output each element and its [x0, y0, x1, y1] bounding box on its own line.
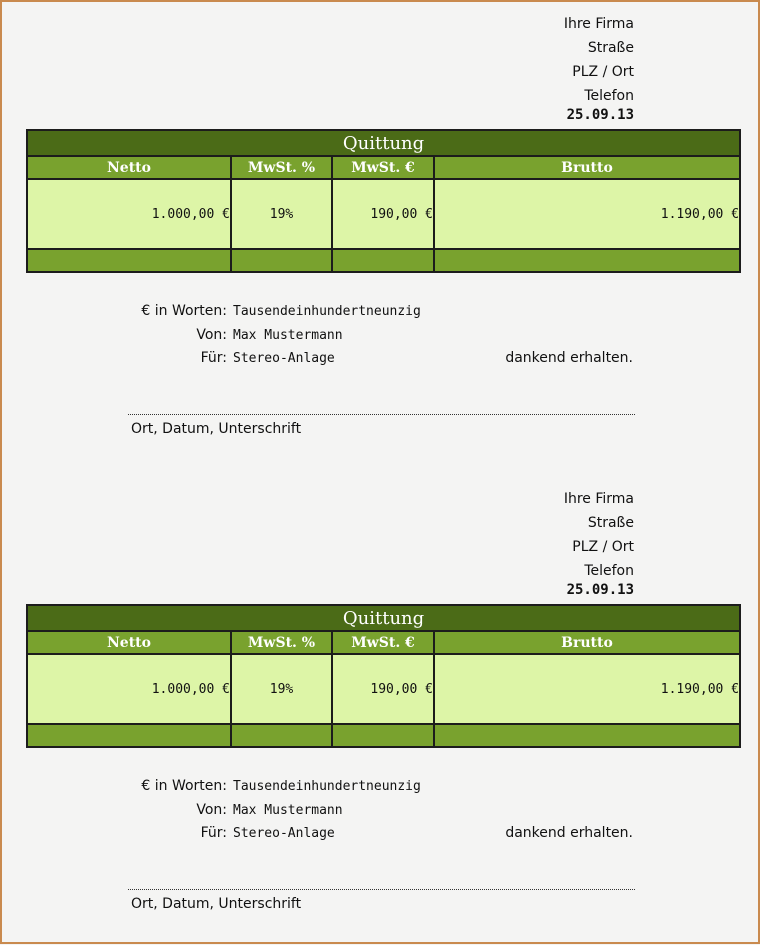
receipt-1: [0, 0, 760, 470]
thanks-text: dankend erhalten.: [505, 825, 633, 841]
header-netto: Netto: [27, 156, 231, 179]
company-phone: Telefon: [584, 88, 634, 104]
footer-cell: [332, 249, 434, 272]
value-mwst-percent: 19%: [231, 654, 332, 724]
header-mwst-percent: MwSt. %: [231, 156, 332, 179]
from-label: Von:: [196, 802, 227, 818]
company-name: Ihre Firma: [563, 16, 634, 32]
thanks-text: dankend erhalten.: [505, 350, 633, 366]
company-street: Straße: [587, 40, 634, 56]
header-netto: Netto: [27, 631, 231, 654]
value-netto: 1.000,00 €: [27, 179, 231, 249]
header-mwst-euro: MwSt. €: [332, 631, 434, 654]
words-value: Tausendeinhundertneunzig: [233, 779, 421, 794]
from-label: Von:: [196, 327, 227, 343]
footer-cell: [27, 249, 231, 272]
receipt-2: [0, 475, 760, 945]
value-mwst-euro: 190,00 €: [332, 654, 434, 724]
for-label: Für:: [200, 350, 227, 366]
for-value: Stereo-Anlage: [233, 826, 335, 841]
company-name: Ihre Firma: [563, 491, 634, 507]
header-brutto: Brutto: [434, 156, 740, 179]
value-brutto: 1.190,00 €: [434, 654, 740, 724]
footer-cell: [434, 724, 740, 747]
signature-label: Ort, Datum, Unterschrift: [131, 421, 302, 437]
words-label: € in Worten:: [141, 303, 227, 319]
words-label: € in Worten:: [141, 778, 227, 794]
receipt-title: Quittung: [27, 605, 740, 631]
for-label: Für:: [200, 825, 227, 841]
company-city: PLZ / Ort: [572, 64, 634, 80]
company-phone: Telefon: [584, 563, 634, 579]
footer-cell: [27, 724, 231, 747]
receipt-date: 25.09.13: [566, 107, 634, 123]
header-mwst-euro: MwSt. €: [332, 156, 434, 179]
receipt-date: 25.09.13: [566, 582, 634, 598]
for-value: Stereo-Anlage: [233, 351, 335, 366]
value-mwst-percent: 19%: [231, 179, 332, 249]
footer-cell: [231, 724, 332, 747]
footer-cell: [332, 724, 434, 747]
footer-cell: [231, 249, 332, 272]
from-value: Max Mustermann: [233, 328, 343, 343]
value-mwst-euro: 190,00 €: [332, 179, 434, 249]
footer-cell: [434, 249, 740, 272]
value-brutto: 1.190,00 €: [434, 179, 740, 249]
receipt-title: Quittung: [27, 130, 740, 156]
receipt-table: [26, 129, 741, 273]
company-street: Straße: [587, 515, 634, 531]
from-value: Max Mustermann: [233, 803, 343, 818]
receipt-table: [26, 604, 741, 748]
words-value: Tausendeinhundertneunzig: [233, 304, 421, 319]
company-city: PLZ / Ort: [572, 539, 634, 555]
header-brutto: Brutto: [434, 631, 740, 654]
value-netto: 1.000,00 €: [27, 654, 231, 724]
signature-line: [128, 889, 635, 890]
signature-label: Ort, Datum, Unterschrift: [131, 896, 302, 912]
signature-line: [128, 414, 635, 415]
header-mwst-percent: MwSt. %: [231, 631, 332, 654]
